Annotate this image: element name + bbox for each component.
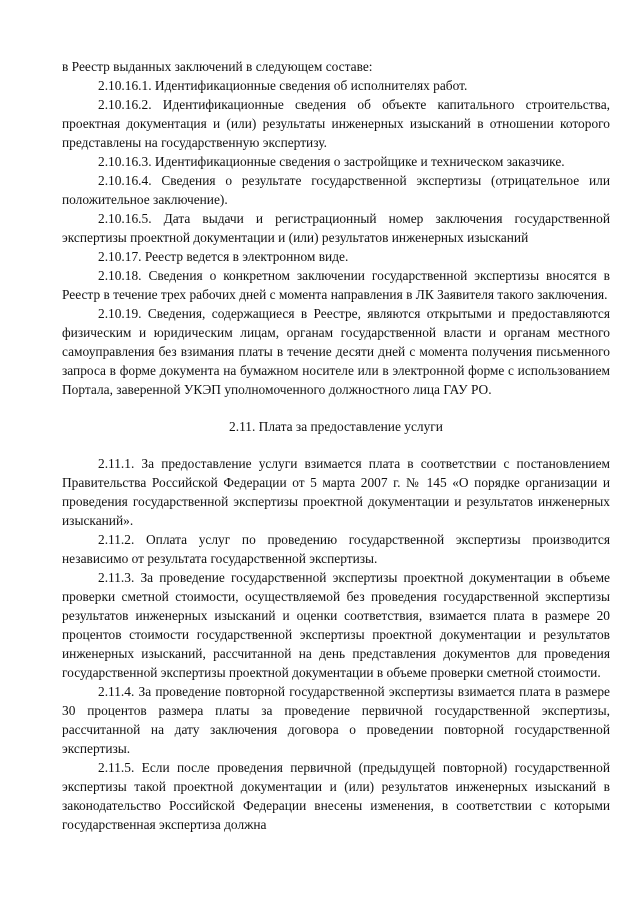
section-heading: 2.11. Плата за предоставление услуги [229,419,443,434]
paragraph: 2.11.2. Оплата услуг по проведению государственной экспертизы производится независимо от результата государственной экспертизы. [62,532,610,566]
paragraph: 2.10.19. Сведения, содержащиеся в Реестре, являются открытыми и предоставляются физическим и юридическим лицам, органам государственной власти и органам местного самоуправления без взимания платы в течение десяти дней с момента получения письменного запроса в форме документа на бумажном носителе или в электронной форме с использованием Портала, заверенной УКЭП уполномоченного должностного лица ГАУ РО. [62,306,610,397]
paragraph: 2.11.4. За проведение повторной государственной экспертизы взимается плата в размере 30 процентов размера платы за проведение первичной государственной экспертизы, рассчитанной на дату заключения договора о проведении повторной государственной экспертизы. [62,684,610,756]
paragraph: 2.11.1. За предоставление услуги взимается плата в соответствии с постановлением Правительства Российской Федерации от 5 марта 2007 г. № 145 «О порядке организации и проведения государственной экспертизы проектной документации и результатов инженерных изысканий». [62,456,610,528]
paragraph: 2.11.3. За проведение государственной экспертизы проектной документации в объеме проверки сметной стоимости, осуществляемой без проведения государственной экспертизы результатов инженерных изысканий и оценки соответствия, взимается плата в размере 20 процентов стоимости государственной экспертизы проектной документации и результатов инженерных изысканий, рассчитанной на день представления документов для проведения государственной экспертизы проектной документации в объеме проверки сметной стоимости. [62,570,610,680]
document-page [62,57,610,834]
paragraph: 2.10.16.5. Дата выдачи и регистрационный номер заключения государственной экспертизы проектной документации и (или) результатов инженерных изысканий [62,211,610,245]
paragraph: 2.10.18. Сведения о конкретном заключении государственной экспертизы вносятся в Реестр в течение трех рабочих дней с момента направления в ЛК Заявителя такого заключения. [62,268,610,302]
paragraph: 2.10.17. Реестр ведется в электронном виде. [98,249,349,264]
paragraph: 2.10.16.1. Идентификационные сведения об исполнителях работ. [98,78,468,93]
paragraph: 2.10.16.2. Идентификационные сведения об объекте капитального строительства, проектная документация и (или) результаты инженерных изысканий в отношении которого представлены на государственную экспертизу. [62,97,610,150]
paragraph: 2.10.16.4. Сведения о результате государственной экспертизы (отрицательное или положительное заключение). [62,173,610,207]
paragraph: 2.11.5. Если после проведения первичной (предыдущей повторной) государственной экспертизы такой проектной документации и (или) результатов инженерных изысканий в законодательство Российской Федерации внесены изменения, в соответствии с которыми государственная экспертиза должна [62,760,610,832]
paragraph: 2.10.16.3. Идентификационные сведения о застройщике и техническом заказчике. [98,154,565,169]
paragraph: в Реестр выданных заключений в следующем составе: [62,59,373,74]
